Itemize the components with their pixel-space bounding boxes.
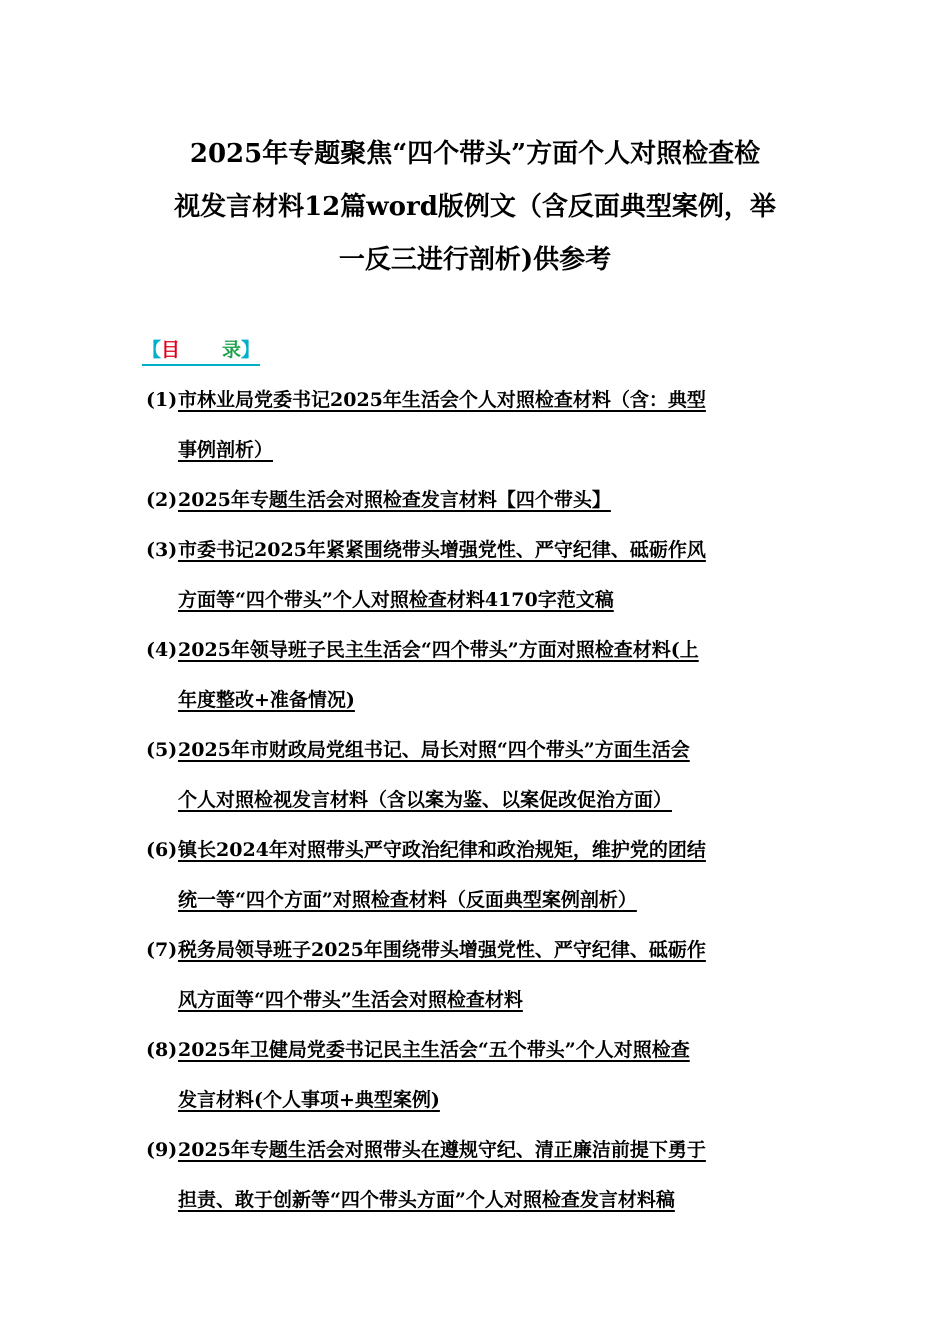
toc-link-text[interactable]: 发言材料(个人事项+典型案例)	[178, 1089, 440, 1111]
toc-item-number: (6)	[146, 839, 178, 861]
toc-list	[146, 375, 806, 1225]
toc-item-number: (3)	[146, 539, 178, 561]
toc-link-text[interactable]: 个人对照检视发言材料（含以案为鉴、以案促改促治方面）	[178, 789, 673, 811]
toc-item-2[interactable]	[146, 475, 806, 525]
toc-link-line[interactable]	[178, 625, 806, 675]
title-line-2: 视发言材料12篇word版例文（含反面典型案例，举	[174, 192, 776, 222]
toc-link-line[interactable]	[178, 775, 806, 825]
toc-link-text[interactable]: 年度整改+准备情况)	[178, 689, 355, 711]
title-line-1: 2025年专题聚焦“四个带头”方面个人对照检查检	[189, 139, 761, 169]
toc-link-text[interactable]: 统一等“四个方面”对照检查材料（反面典型案例剖析）	[178, 889, 637, 911]
toc-link-line[interactable]	[178, 975, 806, 1025]
toc-link-line[interactable]	[178, 725, 806, 775]
toc-link-text[interactable]: 市林业局党委书记2025年生活会个人对照检查材料（含：典型	[178, 389, 706, 411]
toc-item-number: (5)	[146, 739, 178, 761]
toc-link-line[interactable]	[178, 1075, 806, 1125]
document-title	[140, 128, 810, 287]
toc-link-line[interactable]	[178, 875, 806, 925]
toc-item-number: (2)	[146, 489, 178, 511]
toc-link-text[interactable]: 方面等“四个带头”个人对照检查材料4170字范文稿	[178, 589, 614, 611]
toc-link-text[interactable]: 市委书记2025年紧紧围绕带头增强党性、严守纪律、砥砺作风	[178, 539, 706, 561]
toc-item-5[interactable]	[146, 725, 806, 825]
toc-item-number: (4)	[146, 639, 178, 661]
toc-item-4[interactable]	[146, 625, 806, 725]
toc-link-line[interactable]	[178, 525, 806, 575]
title-line-3: 一反三进行剖析)供参考	[338, 245, 612, 275]
toc-item-8[interactable]	[146, 1025, 806, 1125]
toc-bracket-open: 【	[142, 339, 162, 361]
toc-link-line[interactable]	[178, 475, 806, 525]
toc-link-line[interactable]	[178, 1025, 806, 1075]
toc-item-6[interactable]	[146, 825, 806, 925]
toc-item-number: (7)	[146, 939, 178, 961]
toc-link-line[interactable]	[178, 1175, 806, 1225]
toc-item-7[interactable]	[146, 925, 806, 1025]
toc-link-text[interactable]: 税务局领导班子2025年围绕带头增强党性、严守纪律、砥砺作	[178, 939, 706, 961]
toc-item-3[interactable]	[146, 525, 806, 625]
toc-link-text[interactable]: 2025年专题生活会对照带头在遵规守纪、清正廉洁前提下勇于	[178, 1139, 706, 1161]
toc-link-text[interactable]: 2025年领导班子民主生活会“四个带头”方面对照检查材料(上	[178, 639, 699, 661]
toc-item-1[interactable]	[146, 375, 806, 475]
toc-link-line[interactable]	[178, 1125, 806, 1175]
toc-link-text[interactable]: 2025年卫健局党委书记民主生活会“五个带头”个人对照检查	[178, 1039, 690, 1061]
toc-link-text[interactable]: 镇长2024年对照带头严守政治纪律和政治规矩，维护党的团结	[178, 839, 706, 861]
toc-heading	[142, 336, 260, 366]
toc-char-lu: 录	[222, 339, 242, 361]
toc-link-line[interactable]	[178, 575, 806, 625]
toc-link-text[interactable]: 2025年专题生活会对照检查发言材料【四个带头】	[178, 489, 611, 511]
toc-item-9[interactable]	[146, 1125, 806, 1225]
toc-link-line[interactable]	[178, 375, 806, 425]
toc-item-number: (1)	[146, 389, 178, 411]
toc-link-line[interactable]	[178, 425, 806, 475]
toc-link-text[interactable]: 担责、敢于创新等“四个带头方面”个人对照检查发言材料稿	[178, 1189, 675, 1211]
toc-link-line[interactable]	[178, 675, 806, 725]
toc-item-number: (8)	[146, 1039, 178, 1061]
toc-link-line[interactable]	[178, 825, 806, 875]
toc-link-text[interactable]: 2025年市财政局党组书记、局长对照“四个带头”方面生活会	[178, 739, 690, 761]
toc-link-line[interactable]	[178, 925, 806, 975]
toc-char-mu: 目	[161, 339, 181, 361]
toc-link-text[interactable]: 事例剖析）	[178, 439, 274, 461]
toc-bracket-close: 】	[241, 339, 261, 361]
toc-item-number: (9)	[146, 1139, 178, 1161]
toc-link-text[interactable]: 风方面等“四个带头”生活会对照检查材料	[178, 989, 523, 1011]
